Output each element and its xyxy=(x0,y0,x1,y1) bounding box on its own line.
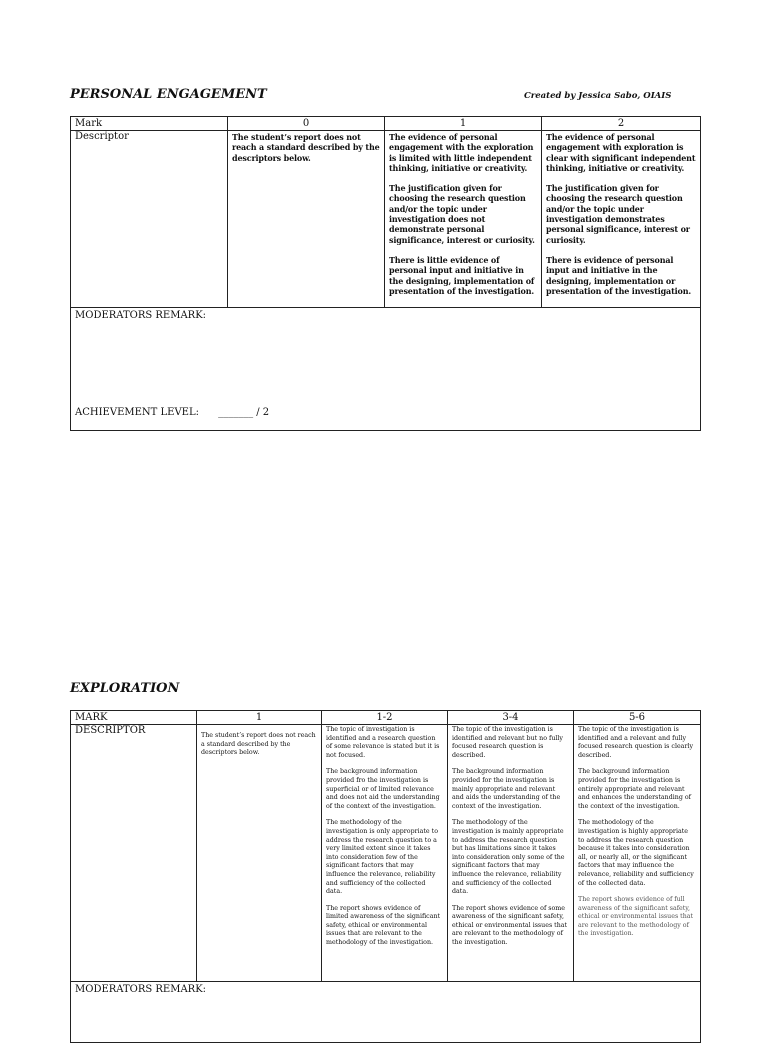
descriptor-text: The justification given for choosing the research question and/or the topic under investigation does not demonstrate personal significance, interest or curiosity. xyxy=(389,183,535,245)
moderators-remark-field[interactable] xyxy=(71,308,701,431)
descriptor-text: The background information provided for the investigation is entirely appropriate and relevant and enhances the understanding of the context of the investigation. xyxy=(578,768,691,810)
moderators-remark-label: MODERATORS REMARK: xyxy=(75,310,207,322)
descriptor-row xyxy=(71,725,701,982)
descriptor-text: The evidence of personal engagement with the exploration is limited with little independent thinking, initiative or creativity. xyxy=(389,132,534,173)
descriptor-text: The evidence of personal engagement with exploration is clear with significant independent thinking, initiative or creativity. xyxy=(546,132,696,173)
remark-row xyxy=(71,308,701,431)
descriptor-text: There is evidence of personal input and initiative in the designing, implementation or presentation of the investigation. xyxy=(546,254,691,296)
personal-engagement-title: PERSONAL ENGAGEMENT xyxy=(70,87,267,102)
descriptor-text: The justification given for choosing the research question and/or the topic under investigation demonstrates personal significance, interest or curiosity. xyxy=(546,183,690,245)
moderators-remark-label: MODERATORS REMARK: xyxy=(75,984,207,995)
descriptor-mark-1 xyxy=(385,131,542,308)
achievement-level-value[interactable]: _______ / 2 xyxy=(218,407,270,419)
header-row xyxy=(71,711,701,725)
descriptor-mark-1-2 xyxy=(322,725,448,982)
descriptor-text: The background information provided fro the investigation is superficial or of limited relevance and does not aid the understanding of the context of the investigation. xyxy=(326,768,440,810)
descriptor-mark-1 xyxy=(197,725,322,982)
descriptor-text: There is little evidence of personal input and initiative in the designing, implementation of presentation of the investigation. xyxy=(389,254,535,296)
mark-2-header: 2 xyxy=(542,117,701,131)
descriptor-row xyxy=(71,131,701,308)
author-credit: Created by Jessica Sabo, OIAIS xyxy=(524,91,672,101)
mark-3-4-header: 3-4 xyxy=(448,711,574,725)
descriptor-text: The report shows evidence of limited awareness of the significant safety, ethical or environmental issues that are relevant to the methodology of the investigation. xyxy=(326,904,441,947)
mark-0-header: 0 xyxy=(228,117,385,131)
descriptor-text: The report shows evidence of some awareness of the significant safety, ethical or environmental issues that are relevant to the methodology of the investigation. xyxy=(452,904,568,947)
descriptor-text: The methodology of the investigation is mainly appropriate to address the research question but has limitations since it takes into consideration only some of the significant factors that may influence the relevance, reliability and sufficiency of the collected data. xyxy=(452,819,565,896)
descriptor-text: The topic of the investigation is identified and a relevant and fully focused research question is clearly described. xyxy=(578,726,694,759)
descriptor-text: The topic of investigation is identified and a research question of some relevance is stated but it is not focused. xyxy=(326,726,440,759)
descriptor-label: Descriptor xyxy=(71,131,228,308)
achievement-level-label: ACHIEVEMENT LEVEL: xyxy=(75,407,199,419)
descriptor-text: The student’s report does not reach a standard described by the descriptors below. xyxy=(232,132,380,163)
descriptor-text: The topic of the investigation is identified and relevant but no fully focused research question is described. xyxy=(452,726,563,759)
descriptor-label: DESCRIPTOR xyxy=(71,725,197,982)
descriptor-mark-5-6 xyxy=(574,725,701,982)
descriptor-mark-0 xyxy=(228,131,385,308)
descriptor-text: The background information provided for the investigation is mainly appropriate and relevant and aids the understanding of the context of the investigation. xyxy=(452,768,561,810)
mark-1-2-header: 1-2 xyxy=(322,711,448,725)
descriptor-mark-3-4 xyxy=(448,725,574,982)
achievement-level xyxy=(75,407,269,418)
mark-header: Mark xyxy=(71,117,228,131)
mark-header: MARK xyxy=(71,711,197,725)
descriptor-mark-2 xyxy=(542,131,701,308)
descriptor-text: The methodology of the investigation is only appropriate to address the research question to a very limited extent since it takes into consideration few of the significant factors that may influence the relevance, reliability and sufficiency of the collected data. xyxy=(326,819,438,896)
descriptor-text: The methodology of the investigation is highly appropriate to address the research question because it takes into consideration all, or nearly all, or the significant factors that may influence the relevance, reliability and sufficiency of the collected data. xyxy=(578,819,694,887)
mark-1-header: 1 xyxy=(385,117,542,131)
moderators-remark-field[interactable] xyxy=(71,982,701,1043)
descriptor-text: The student’s report does not reach a standard described by the descriptors below. xyxy=(201,732,316,757)
header-row xyxy=(71,117,701,131)
personal-engagement-table xyxy=(70,116,701,431)
mark-5-6-header: 5-6 xyxy=(574,711,701,725)
descriptor-text: The report shows evidence of full awareness of the significant safety, ethical or environmental issues that are relevant to the methodology of the investigation. xyxy=(578,896,694,938)
exploration-title: EXPLORATION xyxy=(70,681,180,696)
exploration-table xyxy=(70,710,701,1043)
remark-row xyxy=(71,982,701,1043)
mark-1-header: 1 xyxy=(197,711,322,725)
